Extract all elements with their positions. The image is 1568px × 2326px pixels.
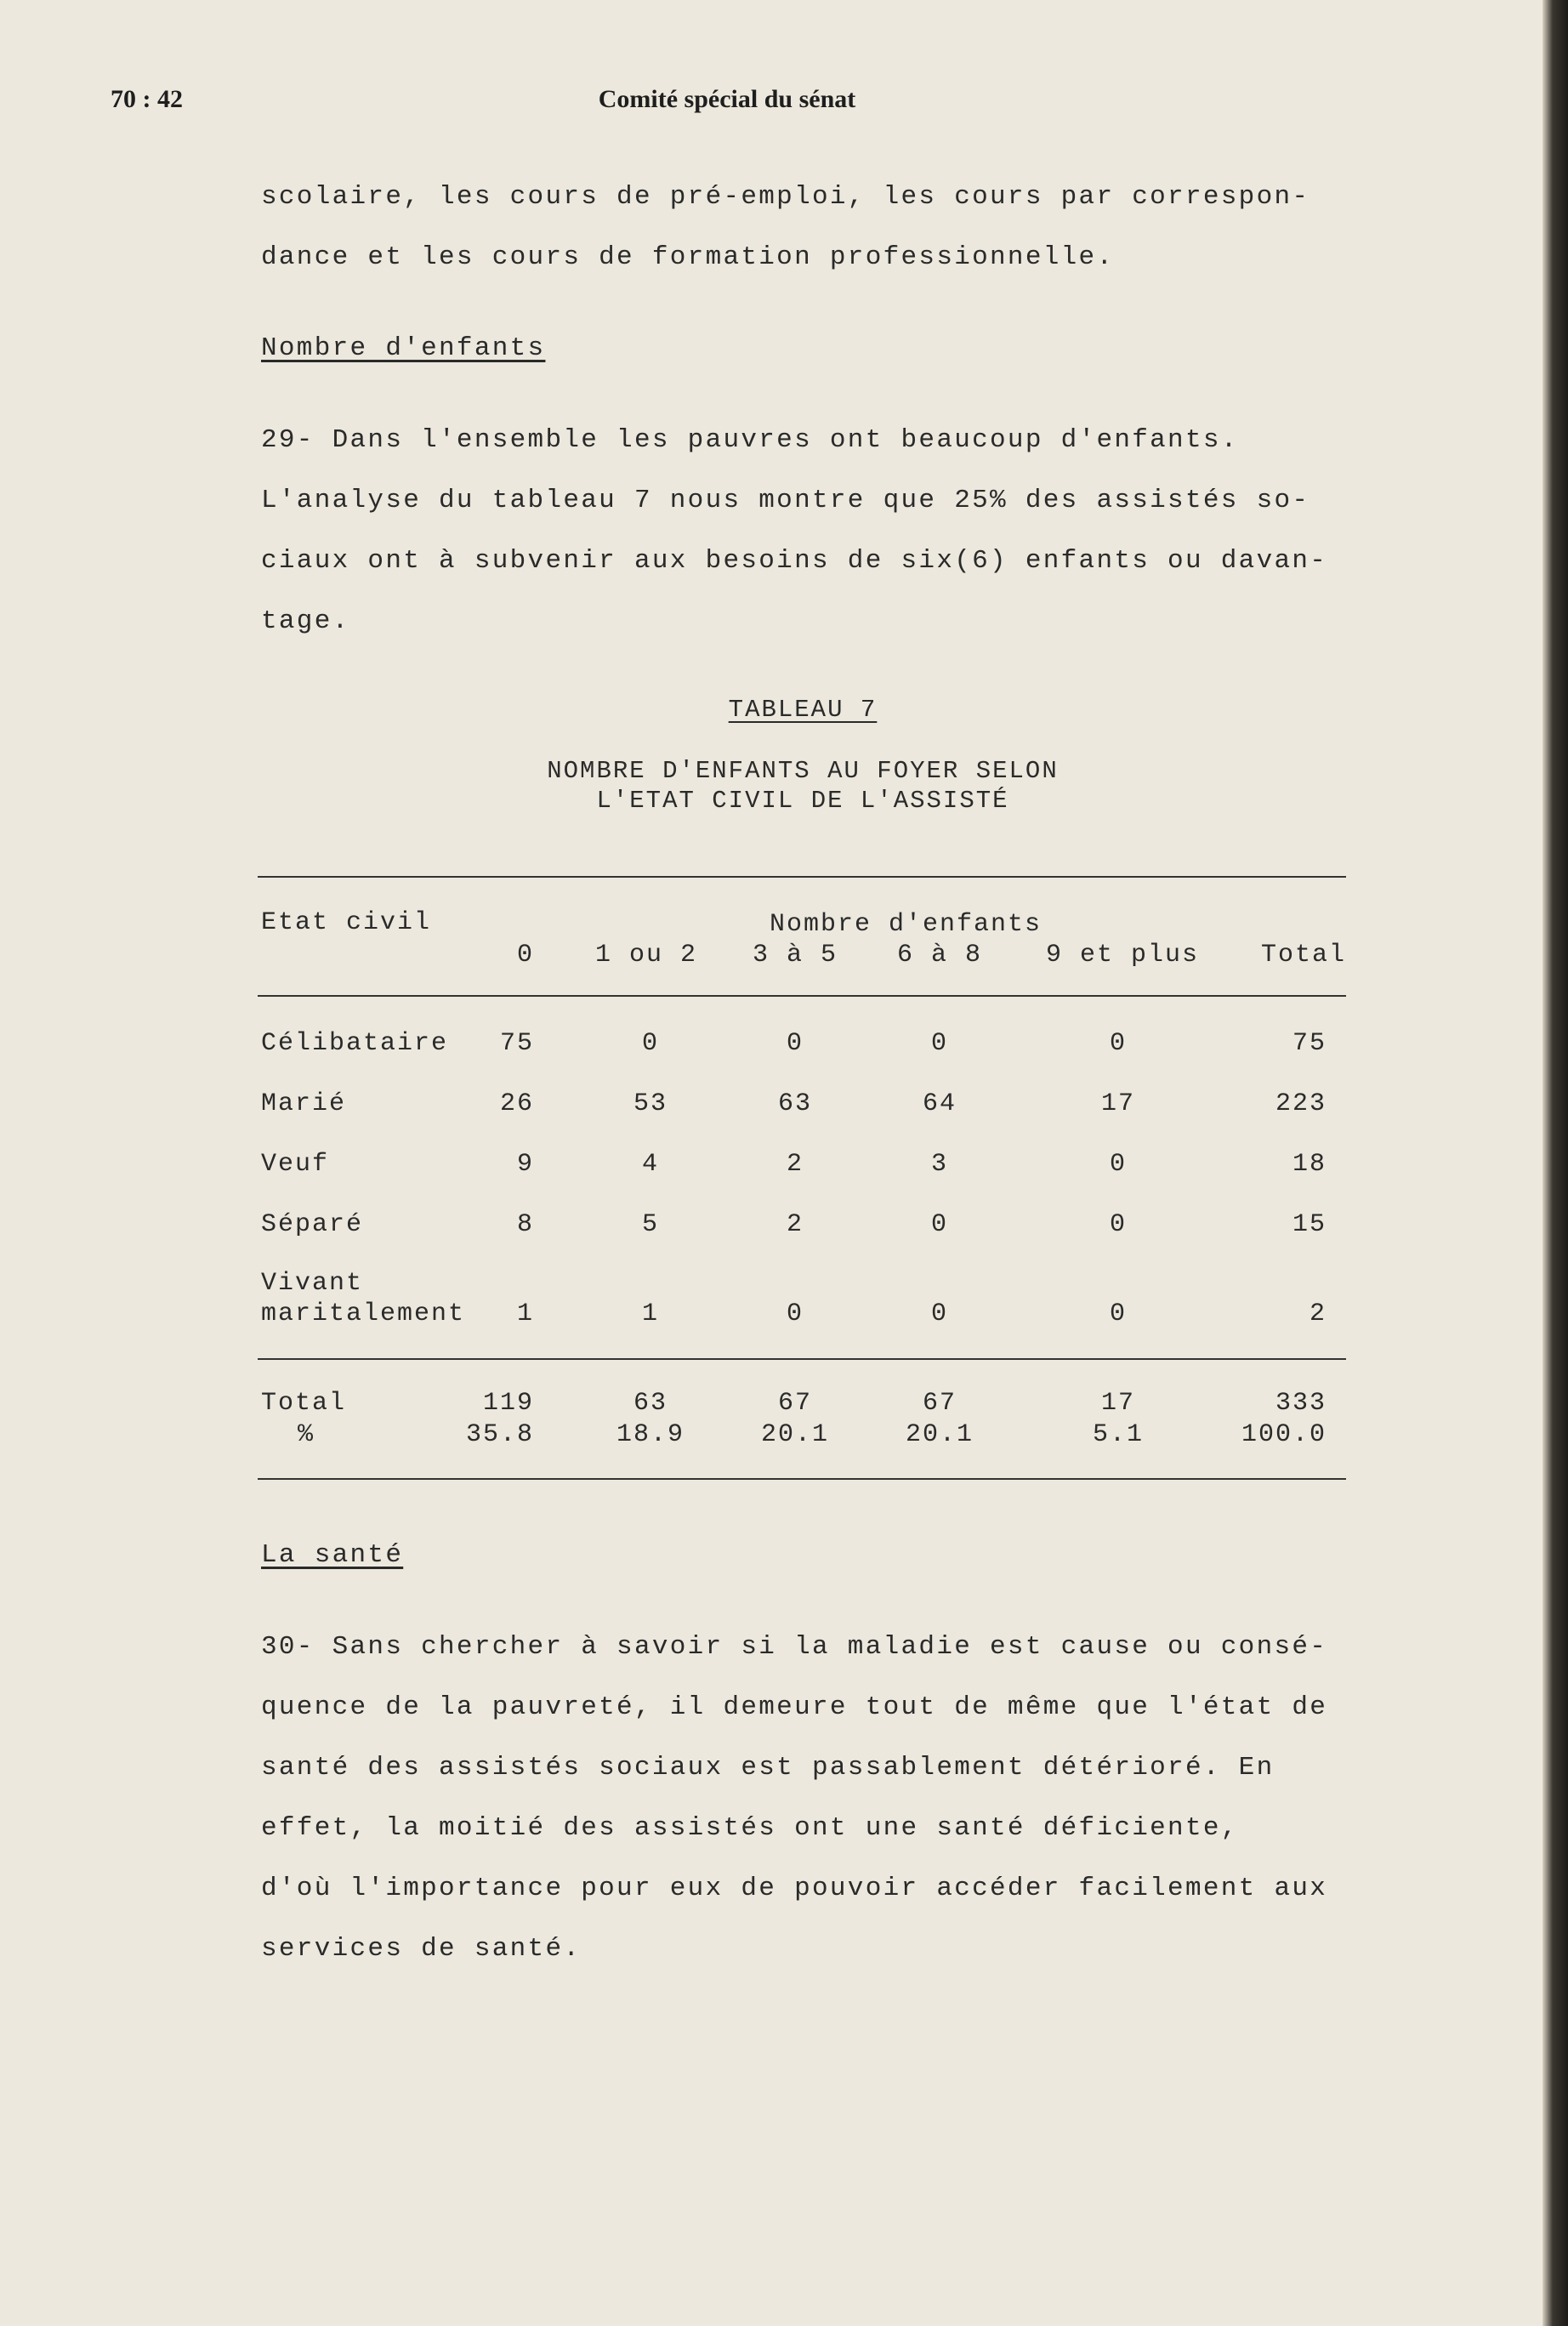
table-cell: 3 [930, 1150, 948, 1179]
row-label: Veuf [261, 1150, 330, 1179]
paragraph-line: effet, la moitié des assistés ont une santé déficiente, [261, 1813, 1239, 1843]
running-header [111, 85, 1344, 128]
table-cell: 5 [641, 1210, 659, 1239]
table-cell: 75 [1292, 1029, 1327, 1058]
table-cell: 8 [516, 1210, 534, 1239]
column-header: 6 à 8 [896, 941, 982, 970]
column-header: 3 à 5 [752, 941, 838, 970]
table-top-rule [258, 876, 1346, 878]
page-edge-shadow [1542, 0, 1568, 2326]
column-header: 9 et plus [1045, 941, 1200, 970]
page-number: 70 : 42 [111, 85, 183, 113]
total-cell: 333 [1275, 1389, 1327, 1418]
table-cell: 26 [499, 1089, 534, 1118]
paragraph-line: tage. [261, 606, 350, 636]
table-cell: 0 [641, 1029, 659, 1058]
table-cell: 18 [1292, 1150, 1327, 1179]
percent-label: % [298, 1420, 315, 1449]
total-cell: 63 [633, 1389, 668, 1418]
table-cell: 4 [641, 1150, 659, 1179]
table-cell: 0 [786, 1299, 804, 1328]
paragraph-line: quence de la pauvreté, il demeure tout de même que l'état de [261, 1692, 1328, 1722]
paragraph-line: 29- Dans l'ensemble les pauvres ont beaucoup d'enfants. [261, 425, 1239, 455]
table-cell: 1 [641, 1299, 659, 1328]
table-cell: 0 [1109, 1210, 1127, 1239]
row-label: Séparé [261, 1210, 364, 1239]
table-title-line1: NOMBRE D'ENFANTS AU FOYER SELON [547, 757, 1059, 785]
table-cell: 0 [1109, 1029, 1127, 1058]
row-label-line1: Vivant [261, 1269, 364, 1298]
running-title: Comité spécial du sénat [598, 85, 856, 113]
total-cell: 67 [922, 1389, 957, 1418]
table-cell: 2 [1309, 1299, 1327, 1328]
group-header: Nombre d'enfants [770, 910, 1042, 939]
table-cell: 2 [786, 1210, 804, 1239]
row-label: Célibataire [261, 1029, 449, 1058]
percent-cell: 5.1 [1092, 1420, 1144, 1449]
percent-cell: 35.8 [465, 1420, 534, 1449]
table-total-rule [258, 1358, 1346, 1360]
column-header: Total [1260, 941, 1346, 970]
table-cell: 63 [777, 1089, 812, 1118]
table-cell: 2 [786, 1150, 804, 1179]
paragraph-line: santé des assistés sociaux est passablement détérioré. En [261, 1753, 1275, 1783]
section-heading-children: Nombre d'enfants [261, 333, 546, 363]
total-cell: 67 [777, 1389, 812, 1418]
table-cell: 0 [930, 1299, 948, 1328]
table-cell: 0 [786, 1029, 804, 1058]
total-cell: 17 [1100, 1389, 1135, 1418]
paragraph-line: scolaire, les cours de pré-emploi, les cours par correspon- [261, 182, 1310, 212]
total-label: Total [261, 1389, 347, 1418]
row-label-line2: maritalement [261, 1299, 466, 1328]
table-cell: 0 [1109, 1299, 1127, 1328]
table-cell: 75 [499, 1029, 534, 1058]
percent-cell: 20.1 [905, 1420, 974, 1449]
percent-cell: 20.1 [760, 1420, 829, 1449]
column-header: 1 ou 2 [594, 941, 698, 970]
paragraph-line: dance et les cours de formation professionnelle. [261, 242, 1115, 272]
table-cell: 0 [930, 1210, 948, 1239]
paragraph-line: d'où l'importance pour eux de pouvoir accéder facilement aux [261, 1874, 1328, 1903]
paragraph-30 [261, 1617, 1349, 1979]
paragraph-line: services de santé. [261, 1934, 582, 1964]
table-cell: 53 [633, 1089, 668, 1118]
paragraph-intro [261, 167, 1349, 287]
paragraph-29 [261, 410, 1349, 651]
paragraph-line: L'analyse du tableau 7 nous montre que 25% des assistés so- [261, 486, 1310, 515]
row-header: Etat civil [261, 908, 432, 937]
table-label-text: TABLEAU 7 [728, 696, 878, 724]
section-heading-health: La santé [261, 1540, 404, 1570]
table-cell: 0 [1109, 1150, 1127, 1179]
table-cell: 15 [1292, 1210, 1327, 1239]
row-label: Marié [261, 1089, 347, 1118]
table-title-line2: L'ETAT CIVIL DE L'ASSISTÉ [596, 787, 1009, 815]
percent-cell: 100.0 [1241, 1420, 1327, 1449]
table-bottom-rule [258, 1478, 1346, 1480]
table-cell: 0 [930, 1029, 948, 1058]
total-cell: 119 [482, 1389, 534, 1418]
table-label [261, 696, 1344, 724]
table-cell: 9 [516, 1150, 534, 1179]
table-cell: 17 [1100, 1089, 1135, 1118]
percent-cell: 18.9 [616, 1420, 685, 1449]
paragraph-line: ciaux ont à subvenir aux besoins de six(6) enfants ou davan- [261, 546, 1328, 576]
paragraph-line: 30- Sans chercher à savoir si la maladie est cause ou consé- [261, 1632, 1328, 1662]
table-cell: 223 [1275, 1089, 1327, 1118]
table-header-rule [258, 995, 1346, 997]
column-header: 0 [516, 941, 534, 970]
table-cell: 1 [516, 1299, 534, 1328]
table-cell: 64 [922, 1089, 957, 1118]
